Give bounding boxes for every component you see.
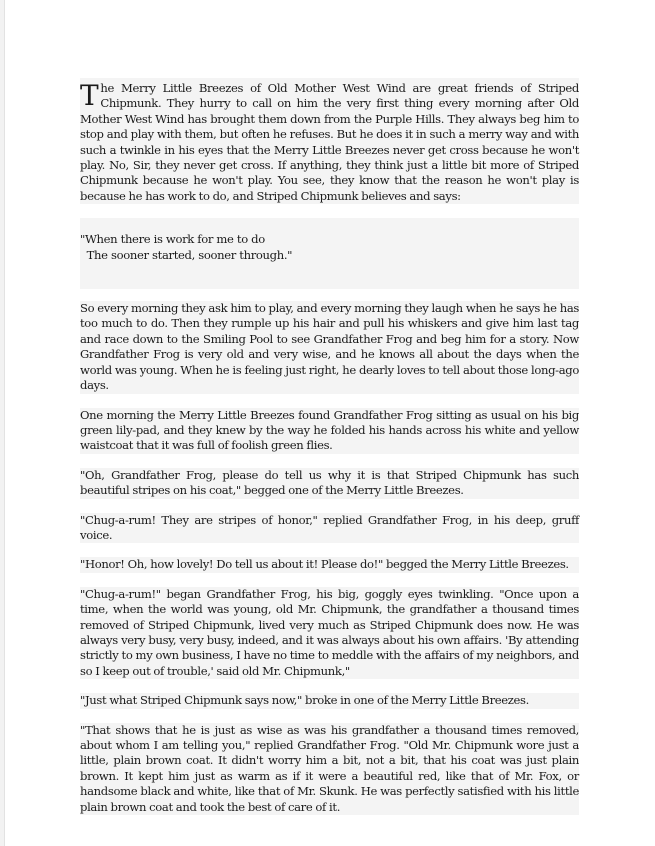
- drop-cap: T: [80, 79, 99, 112]
- body-paragraph: "Honor! Oh, how lovely! Do tell us about it! Please do!" begged the Merry Little Breezes.: [80, 557, 579, 572]
- body-paragraph: "Chug-a-rum! They are stripes of honor," replied Grandfather Frog, in his deep, gruff voice.: [80, 512, 579, 542]
- opening-paragraph: [80, 78, 579, 204]
- body-paragraph: One morning the Merry Little Breezes found Grandfather Frog sitting as usual on his big green lily-pad, and they knew by the way he folded his hands across his white and yellow waistcoat that it was full of foolish green flies.: [80, 407, 579, 453]
- document-body: [80, 78, 579, 829]
- body-paragraph: "That shows that he is just as wise as was his grandfather a thousand times removed, about whom I am telling you," replied Grandfather Frog. "Old Mr. Chipmunk wore just a little, plain brown coat. It didn't worry him a bit, not a bit, that his coat was just plain brown. It kept him just as warm as if it were a beautiful red, like that of Mr. Fox, or handsome black and white, like that of Mr. Skunk. He was perfectly satisfied with his little plain brown coat and took the best of care of it.: [80, 722, 579, 814]
- verse-block: [80, 218, 579, 289]
- opening-text: he Merry Little Breezes of Old Mother West Wind are great friends of Striped Chipmunk. They hurry to call on him the very first thing every morning after Old Mother West Wind has brought them down from the Purple Hills. They always beg him to stop and play with them, but often he refuses. But he does it in such a merry way and with such a twinkle in his eyes that the Merry Little Breezes never get cross because he won't play. No, Sir, they never get cross. If anything, they think just a little bit more of Striped Chipmunk because he won't play. You see, they know that the reason he won't play is because he has work to do, and Striped Chipmunk believes and says:: [80, 81, 579, 203]
- body-paragraph: "Oh, Grandfather Frog, please do tell us why it is that Striped Chipmunk has such beautiful stripes on his coat," begged one of the Merry Little Breezes.: [80, 467, 579, 498]
- verse-line: "When there is work for me to do: [80, 232, 265, 247]
- body-paragraph: "Chug-a-rum!" began Grandfather Frog, his big, goggly eyes twinkling. "Once upon a time, when the world was young, old Mr. Chipmunk, the grandfather a thousand times removed of Striped Chipmunk, lived very much as Striped Chipmunk does now. He was always very busy, very busy, indeed, and it was always about his own affairs. 'By attending strictly to my own business, I have no time to meddle with the affairs of my neighbors, and so I keep out of trouble,' said old Mr. Chipmunk,": [80, 586, 579, 678]
- body-paragraph: So every morning they ask him to play, and every morning they laugh when he says he has too much to do. Then they rumple up his hair and pull his whiskers and give him last tag and race down to the Smiling Pool to see Grandfather Frog and beg him for a story. Now Grandfather Frog is very old and very wise, and he knows all about the days when the world was young. When he is feeling just right, he dearly loves to tell about those long-ago days.: [80, 301, 579, 393]
- page-edge: [0, 0, 5, 846]
- body-paragraph: "Just what Striped Chipmunk says now," broke in one of the Merry Little Breezes.: [80, 693, 579, 708]
- verse-line: The sooner started, sooner through.": [80, 247, 293, 262]
